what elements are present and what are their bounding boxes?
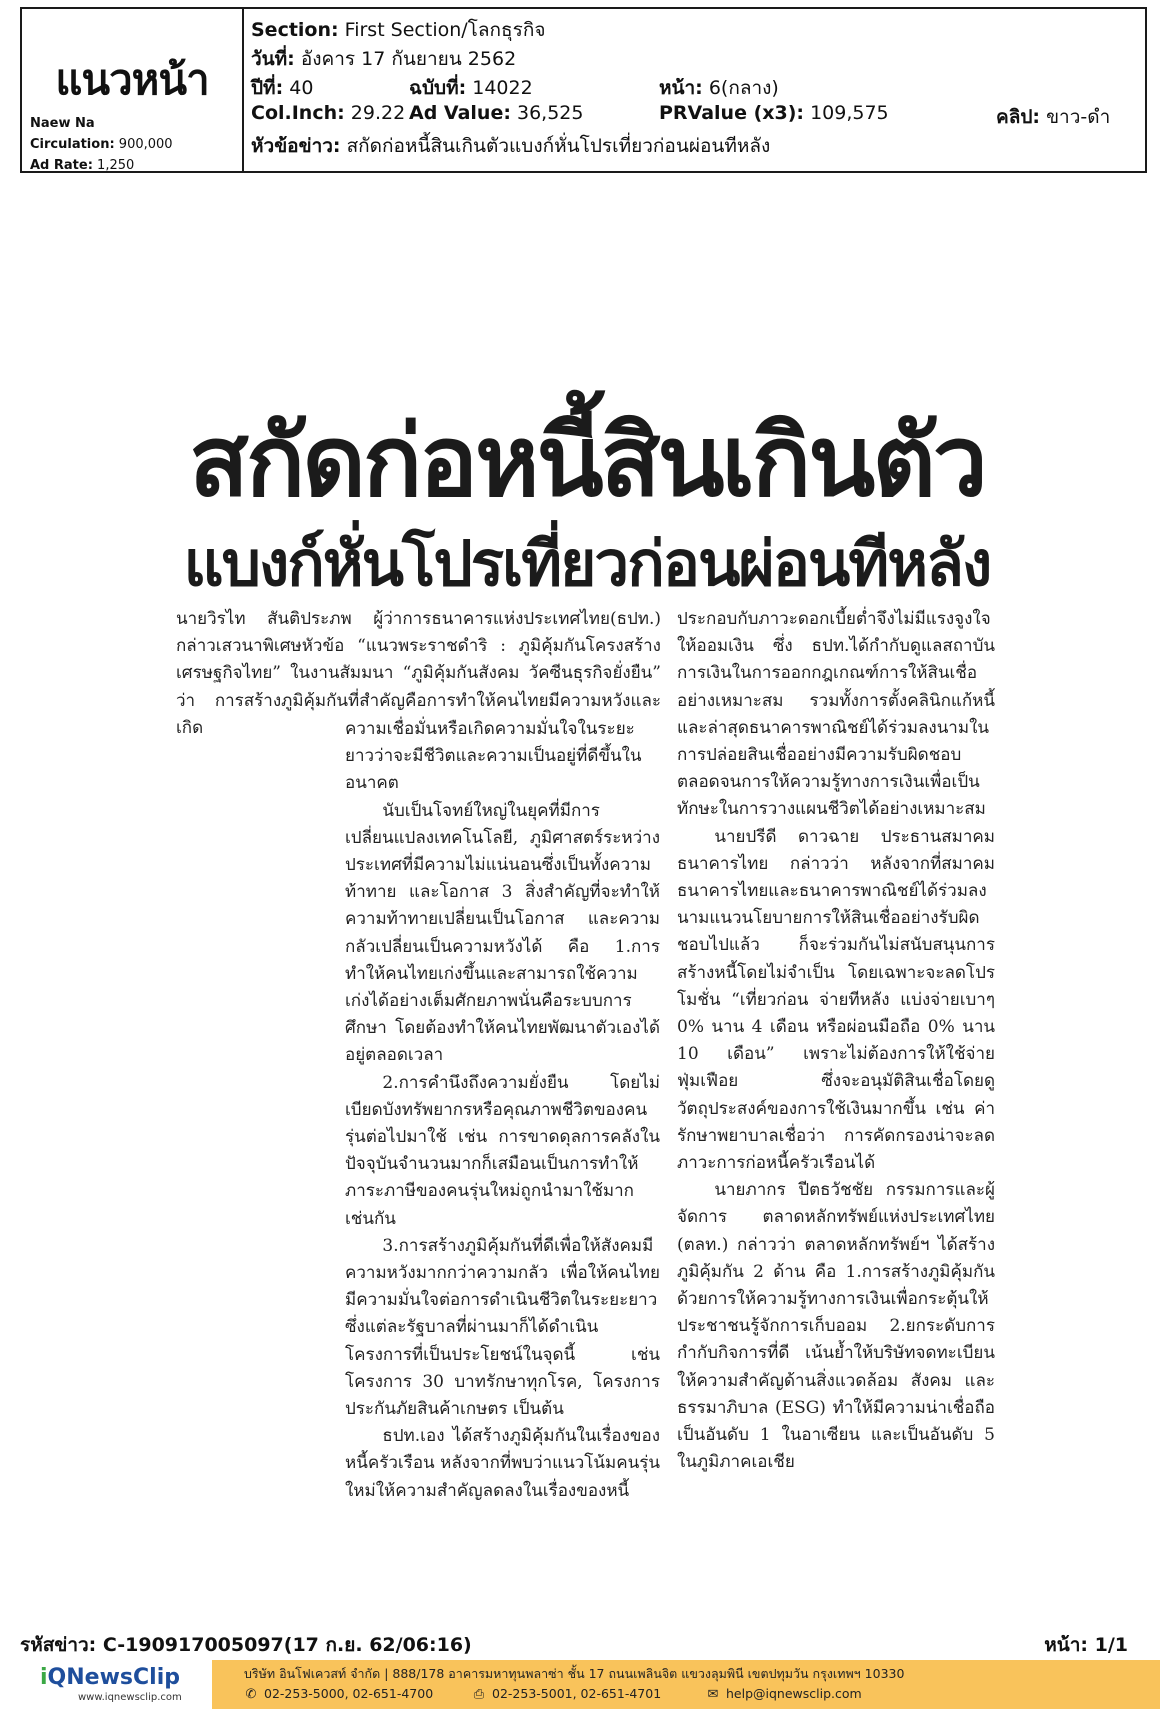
date-label: วันที่: (251, 48, 295, 70)
paragraph: ประกอบกับภาวะดอกเบี้ยต่ำจึงไม่มีแรงจูงใจให้ออมเงิน ซึ่ง ธปท.ได้กำกับดูแลสถาบันการเงินในการออกกฎเกณฑ์การให้สินเชื่ออย่างเหมาะสม รวมทั้งการตั้งคลินิกแก้หนี้ และล่าสุดธนาคารพาณิชย์ได้ร่วมลงนามในการปล่อยสินเชื่ออย่างมีความรับผิดชอบ ตลอดจนการให้ความรู้ทางการเงินเพื่อเป็นทักษะในการวางแผนชีวิตได้อย่างเหมาะสม (677, 609, 995, 820)
company-address: บริษัท อินโฟเควสท์ จำกัด | 888/178 อาคารมหาทุนพลาซ่า ชั้น 17 ถนนเพลินจิต แขวงลุมพินี เขตปทุมวัน กรุงเทพฯ 10330 (244, 1666, 905, 1681)
date-row (251, 44, 516, 74)
publication-panel (22, 9, 244, 171)
paragraph: ความเชื่อมั่นหรือเกิดความมั่นใจในระยะยาวว่าจะมีชีวิตและความเป็นอยู่ที่ดีขึ้นในอนาคต (345, 719, 642, 794)
paragraph: นายภากร ปีตธวัชชัย กรรมการและผู้จัดการ ตลาดหลักทรัพย์แห่งประเทศไทย (ตลท.) กล่าวว่า ตลาดหลักทรัพย์ฯ ได้สร้างภูมิคุ้มกัน 2 ด้าน คือ 1.การสร้างภูมิคุ้มกันด้วยการให้ความรู้ทางการเงินเพื่อกระตุ้นให้ประชาชนรู้จักการเก็บออม 2.ยกระดับการกำกับกิจการที่ดี เน้นย้ำให้บริษัทจดทะเบียนให้ความสำคัญด้านสิ่งแวดล้อม สังคม และธรรมาภิบาล (ESG) ทำให้มีความน่าเชื่อถือเป็นอันดับ 1 ในอาเซียน และเป็นอันดับ 5 ในภูมิภาคเอเชีย (677, 1180, 995, 1473)
publication-meta (30, 113, 173, 176)
article-title-line2: แบงก์หั่นโปรเที่ยวก่อนผ่อนทีหลัง (183, 527, 991, 600)
clip-value: ขาว-ดำ (1046, 106, 1111, 128)
circulation-value: 900,000 (118, 137, 173, 152)
news-code: รหัสข่าว: C-190917005097(17 ก.ย. 62/06:16) (20, 1634, 472, 1656)
section-label: Section: (251, 19, 339, 41)
paragraph: นายปรีดี ดาวฉาย ประธานสมาคมธนาคารไทย กล่าวว่า หลังจากที่สมาคมธนาคารไทยและธนาคารพาณิชย์ได้ร่วมลงนามแนวนโยบายการให้สินเชื่ออย่างรับผิดชอบไปแล้ว ก็จะร่วมกันไม่สนับสนุนการสร้างหนี้โดยไม่จำเป็น โดยเฉพาะจะลดโปรโมชั่น “เที่ยวก่อน จ่ายทีหลัง แบ่งจ่ายเบาๆ 0% นาน 4 เดือน หรือผ่อนมือถือ 0% นาน 10 เดือน” เพราะไม่ต้องการให้ใช้จ่ายฟุ่มเฟือย ซึ่งจะอนุมัติสินเชื่อโดยดูวัตถุประสงค์ของการใช้เงินมากขึ้น เช่น ค่ารักษาพยาบาลเชื่อว่า การคัดกรองน่าจะลดภาวะการก่อหนี้ครัวเรือนได้ (677, 826, 995, 1174)
paragraph: 3.การสร้างภูมิคุ้มกันที่ดีเพื่อให้สังคมมีความหวังมากกว่าความกลัว เพื่อให้คนไทยมีความมั่นใจต่อการดำเนินชีวิตในระยะยาว ซึ่งแต่ละรัฐบาลที่ผ่านมาก็ได้ดำเนินโครงการที่เป็นประโยชน์ในจุดนี้ เช่น โครงการ 30 บาทรักษาทุกโรค, โครงการประกันภัยสินค้าเกษตร เป็นต้น (345, 1235, 660, 1420)
advalue-value: 36,525 (516, 102, 584, 124)
prvalue-label: PRValue (x3): (659, 102, 805, 124)
circulation-label: Circulation: (30, 137, 115, 152)
printer-icon: ⎙ (473, 1687, 485, 1702)
section-value: First Section/โลกธุรกิจ (344, 19, 546, 41)
article-title-line1: สกัดก่อหนี้สินเกินตัว (189, 405, 985, 519)
newspaper-logo: แนวหน้า (55, 55, 209, 104)
ad-rate-label: Ad Rate: (30, 158, 93, 173)
clip-label: คลิป: (996, 106, 1041, 128)
date-value: อังคาร 17 กันยายน 2562 (300, 48, 517, 70)
iqnewsclip-logo (40, 1665, 180, 1690)
page-indicator: หน้า: 1/1 (1044, 1634, 1128, 1656)
clip-header (20, 7, 1147, 173)
headline-row (251, 131, 770, 161)
year-label: ปีที่: (251, 77, 284, 99)
issue-label: ฉบับที่: (409, 77, 467, 99)
paragraph: 2.การคำนึงถึงความยั่งยืน โดยไม่เบียดบังทรัพยากรหรือคุณภาพชีวิตของคนรุ่นต่อไปมาใช้ เช่น การขาดดุลการคลังในปัจจุบันจำนวนมากก็เสมือนเป็นการทำให้ภาระภาษีของคนรุ่นใหม่ถูกนำมาใช้มากเช่นกัน (345, 1072, 660, 1229)
paragraph: ธปท.เอง ได้สร้างภูมิคุ้มกันในเรื่องของหนี้ครัวเรือน หลังจากที่พบว่าแนวโน้มคนรุ่นใหม่ให้ความสำคัญลดลงในเรื่องของหนี้ (345, 1426, 660, 1501)
colinch-label: Col.Inch: (251, 102, 345, 124)
fax-numbers: 02-253-5001, 02-651-4701 (492, 1686, 662, 1701)
email-icon: ✉ (707, 1687, 719, 1702)
ad-rate-value: 1,250 (97, 158, 135, 173)
paragraph: นับเป็นโจทย์ใหญ่ในยุคที่มีการเปลี่ยนแปลงเทคโนโลยี, ภูมิศาสตร์ระหว่างประเทศที่มีความไม่แน่นอนซึ่งเป็นทั้งความท้าทาย และโอกาส 3 สิ่งสำคัญที่จะทำให้ความท้าทายเปลี่ยนเป็นโอกาส และความกลัวเปลี่ยนเป็นความหวังได้ คือ 1.การทำให้คนไทยเก่งขึ้นและสามารถใช้ความเก่งได้อย่างเต็มศักยภาพนั่นคือระบบการศึกษา โดยต้องทำให้คนไทยพัฒนาตัวเองได้อยู่ตลอดเวลา (345, 800, 660, 1066)
year-value: 40 (289, 77, 314, 99)
headline-value: สกัดก่อหนี้สินเกินตัวแบงก์หั่นโปรเที่ยวก่อนผ่อนทีหลัง (346, 135, 771, 157)
brand-i: i (40, 1665, 48, 1690)
advalue-label: Ad Value: (409, 102, 511, 124)
issue-value: 14022 (472, 77, 533, 99)
headline-label: หัวข้อข่าว: (251, 135, 341, 157)
email-address: help@iqnewsclip.com (726, 1686, 862, 1701)
article-column-2 (677, 606, 995, 1477)
brand-url: www.iqnewsclip.com (78, 1692, 182, 1703)
prvalue-value: 109,575 (810, 102, 889, 124)
lead-paragraph: นายวิรไท สันติประภพ ผู้ว่าการธนาคารแห่งประเทศไทย(ธปท.) กล่าวเสวนาพิเศษหัวข้อ “แนวพระราชดำริ : ภูมิคุ้มกันโครงสร้างเศรษฐกิจไทย” ในงานสัมมนา “ภูมิคุ้มกันสังคม วัคซีนธุรกิจยั่งยืน” ว่า การสร้างภูมิคุ้มกันที่สำคัญคือการทำให้คนไทยมีความหวังและเกิด (176, 609, 661, 738)
brand-name: QNewsClip (47, 1665, 180, 1690)
page-label: หน้า: (659, 77, 703, 99)
article-column-1 (345, 716, 660, 1505)
publication-name: Naew Na (30, 116, 95, 131)
section-row (251, 15, 545, 45)
page-value: 6(กลาง) (708, 77, 779, 99)
phone-numbers: 02-253-5000, 02-651-4700 (264, 1686, 434, 1701)
colinch-value: 29.22 (350, 102, 406, 124)
phone-icon: ✆ (245, 1687, 257, 1702)
